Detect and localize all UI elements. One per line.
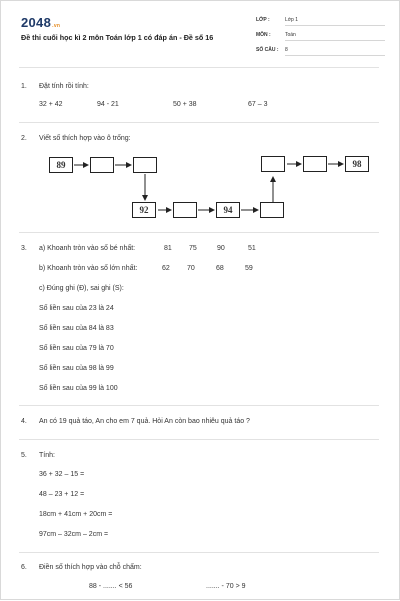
section-divider xyxy=(19,405,379,406)
number-box-blank[interactable] xyxy=(260,202,284,218)
q3a-choice[interactable]: 81 xyxy=(164,245,172,252)
q3c-item: Số liền sau của 99 là 100 xyxy=(39,385,118,392)
q3b-choice[interactable]: 70 xyxy=(187,265,195,272)
q6-item: ....... - 70 > 9 xyxy=(206,583,246,590)
q3b-choice[interactable]: 59 xyxy=(245,265,253,272)
q3c-item: Số liền sau của 79 là 70 xyxy=(39,345,114,352)
meta-subject-label: MÔN : xyxy=(256,32,271,38)
q5-item: 48 – 23 + 12 = xyxy=(39,491,85,498)
meta-class-label: LỚP : xyxy=(256,17,270,23)
q1-prompt: Đặt tính rồi tính: xyxy=(39,83,89,90)
q3b-choice[interactable]: 62 xyxy=(162,265,170,272)
q3c-item: Số liền sau của 84 là 83 xyxy=(39,325,114,332)
q1-expr: 94 - 21 xyxy=(97,101,119,108)
q3a-choice[interactable]: 90 xyxy=(217,245,225,252)
number-box-blank[interactable] xyxy=(90,157,114,173)
number-box: 92 xyxy=(132,202,156,218)
q5-item: 18cm + 41cm + 20cm = xyxy=(39,511,113,518)
q3b-prompt: b) Khoanh tròn vào số lớn nhất: xyxy=(39,265,138,272)
q4-prompt: An có 19 quả táo, An cho em 7 quả. Hỏi An còn bao nhiêu quả táo ? xyxy=(39,418,250,425)
q3b-choice[interactable]: 68 xyxy=(216,265,224,272)
q6-item: 88 - ....... < 56 xyxy=(89,583,133,590)
meta-subject-value: Toán xyxy=(285,32,385,41)
document-title: Đề thi cuối học kì 2 môn Toán lớp 1 có đáp án - Đề số 16 xyxy=(21,33,214,42)
q1-expr: 32 + 42 xyxy=(39,101,63,108)
section-divider xyxy=(19,232,379,233)
q1-expr: 50 + 38 xyxy=(173,101,197,108)
section-divider xyxy=(19,552,379,553)
q5-number: 5. xyxy=(21,452,27,459)
q4-number: 4. xyxy=(21,418,27,425)
meta-count-value: 8 xyxy=(285,47,385,56)
section-divider xyxy=(19,439,379,440)
number-box-blank[interactable] xyxy=(133,157,157,173)
site-logo[interactable]: 2048.vn xyxy=(21,15,61,30)
number-box: 89 xyxy=(49,157,73,173)
number-box-blank[interactable] xyxy=(261,156,285,172)
q3c-prompt: c) Đúng ghi (Đ), sai ghi (S): xyxy=(39,285,124,292)
q5-item: 97cm – 32cm – 2cm = xyxy=(39,531,109,538)
q3a-choice[interactable]: 75 xyxy=(189,245,197,252)
q1-number: 1. xyxy=(21,83,27,90)
meta-class-value: Lớp 1 xyxy=(285,17,385,26)
q3c-item: Số liền sau của 98 là 99 xyxy=(39,365,114,372)
q3c-item: Số liền sau của 23 là 24 xyxy=(39,305,114,312)
number-box: 94 xyxy=(216,202,240,218)
number-box: 98 xyxy=(345,156,369,172)
meta-count-label: SỐ CÂU : xyxy=(256,47,279,53)
q3a-choice[interactable]: 51 xyxy=(248,245,256,252)
q5-item: 36 + 32 – 15 = xyxy=(39,471,85,478)
q3-number: 3. xyxy=(21,245,27,252)
q1-expr: 67 – 3 xyxy=(248,101,268,108)
q6-number: 6. xyxy=(21,564,27,571)
q5-prompt: Tính: xyxy=(39,452,55,459)
q6-prompt: Điền số thích hợp vào chỗ chấm: xyxy=(39,564,142,571)
number-box-blank[interactable] xyxy=(303,156,327,172)
q3a-prompt: a) Khoanh tròn vào số bé nhất: xyxy=(39,245,136,252)
number-box-blank[interactable] xyxy=(173,202,197,218)
q2-prompt: Viết số thích hợp vào ô trống: xyxy=(39,135,131,142)
q2-number: 2. xyxy=(21,135,27,142)
